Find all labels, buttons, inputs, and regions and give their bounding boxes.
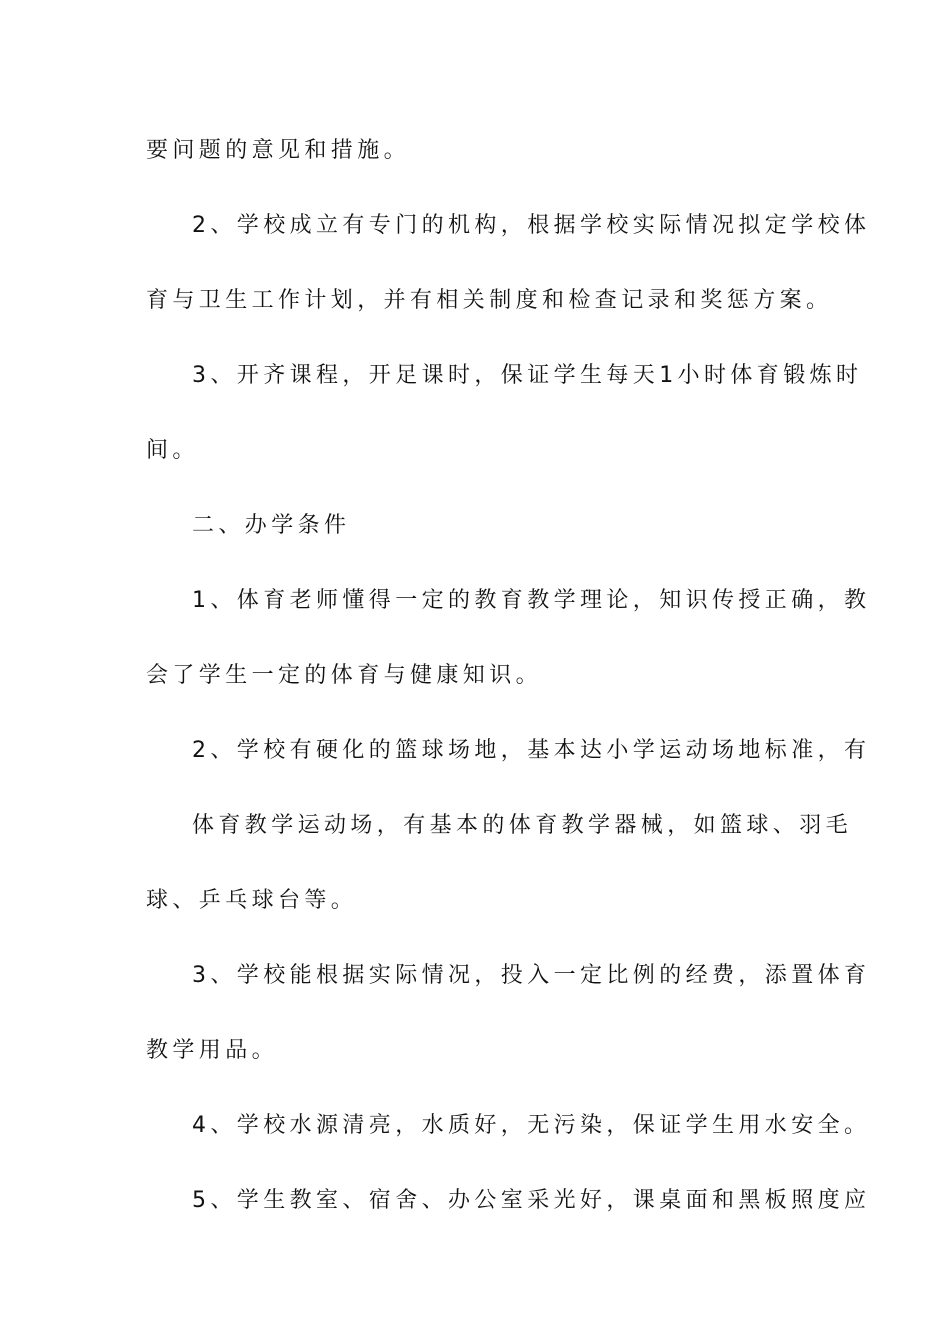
text-line-13: 教学用品。	[146, 1038, 279, 1063]
text-line-14: 4、学校水源清亮，水质好，无污染，保证学生用水安全。	[192, 1113, 871, 1138]
text-line-4: 3、开齐课程，开足课时，保证学生每天1小时体育锻炼时	[192, 363, 863, 388]
text-line-12: 3、学校能根据实际情况，投入一定比例的经费，添置体育	[192, 963, 871, 988]
text-line-8: 会了学生一定的体育与健康知识。	[146, 663, 543, 688]
section-heading: 二、办学条件	[192, 513, 351, 538]
text-line-2: 2、学校成立有专门的机构，根据学校实际情况拟定学校体	[192, 213, 871, 238]
text-line-3: 育与卫生工作计划，并有相关制度和检查记录和奖惩方案。	[146, 288, 833, 313]
text-line-10: 体育教学运动场，有基本的体育教学器械，如篮球、羽毛	[192, 813, 853, 838]
text-line-15: 5、学生教室、宿舍、办公室采光好，课桌面和黑板照度应	[192, 1188, 871, 1213]
text-line-9: 2、学校有硬化的篮球场地，基本达小学运动场地标准，有	[192, 738, 871, 763]
text-line-5: 间。	[146, 438, 199, 463]
text-line-11: 球、乒乓球台等。	[146, 888, 358, 913]
text-line-1: 要问题的意见和措施。	[146, 138, 411, 163]
text-line-7: 1、体育老师懂得一定的教育教学理论，知识传授正确，教	[192, 588, 871, 613]
